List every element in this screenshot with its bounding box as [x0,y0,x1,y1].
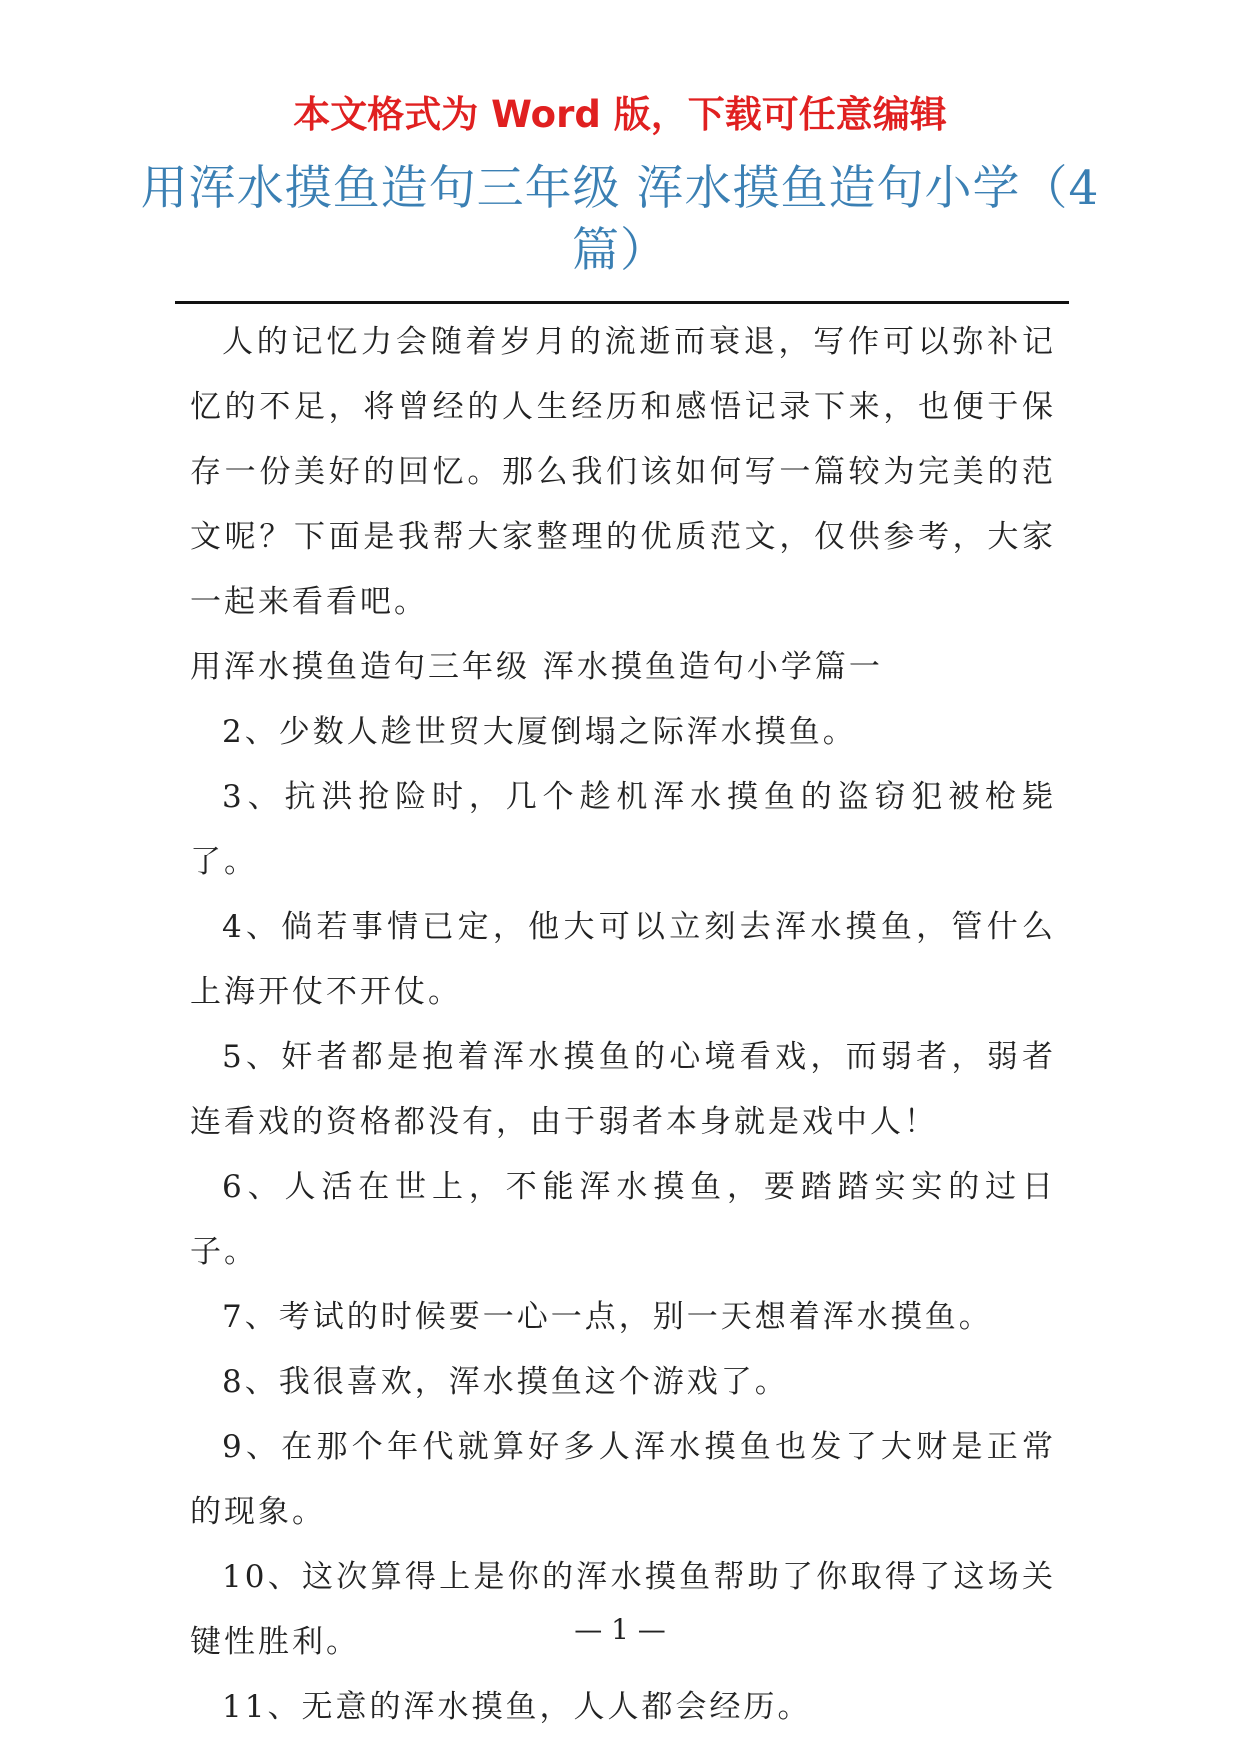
list-item: 11、无意的浑水摸鱼，人人都会经历。 [222,1689,812,1725]
title-divider [175,301,1069,304]
page-number: — 1 — [574,1613,666,1646]
list-item: 2、少数人趁世贸大厦倒塌之际浑水摸鱼。 [222,714,857,750]
list-item: 3、抗洪抢险时，几个趁机浑水摸鱼的盗窃犯被枪毙了。 [190,779,1056,880]
page-title: 用浑水摸鱼造句三年级 浑水摸鱼造句小学（4 篇） [140,161,1100,278]
list-item: 5、奸者都是抱着浑水摸鱼的心境看戏，而弱者，弱者连看戏的资格都没有，由于弱者本身就是戏中人！ [190,1039,1056,1140]
list-item: 4、倘若事情已定，他大可以立刻去浑水摸鱼，管什么上海开仗不开仗。 [190,909,1056,1010]
list-item: 7、考试的时候要一心一点，别一天想着浑水摸鱼。 [222,1299,993,1335]
intro-paragraph: 人的记忆力会随着岁月的流逝而衰退，写作可以弥补记忆的不足，将曾经的人生经历和感悟记录下来，也便于保存一份美好的回忆。那么我们该如何写一篇较为完美的范文呢？下面是我帮大家整理的优质范文，仅供参考，大家一起来看看吧。 [190,324,1056,620]
section-heading: 用浑水摸鱼造句三年级 浑水摸鱼造句小学篇一 [190,649,883,685]
format-banner: 本文格式为 Word 版，下载可任意编辑 [293,93,947,136]
document-body [190,310,1056,1740]
list-item: 6、人活在世上，不能浑水摸鱼，要踏踏实实的过日子。 [190,1169,1056,1270]
list-item: 8、我很喜欢，浑水摸鱼这个游戏了。 [222,1364,789,1400]
list-item: 10、这次算得上是你的浑水摸鱼帮助了你取得了这场关键性胜利。 [190,1559,1056,1660]
list-item: 9、在那个年代就算好多人浑水摸鱼也发了大财是正常的现象。 [190,1429,1056,1530]
